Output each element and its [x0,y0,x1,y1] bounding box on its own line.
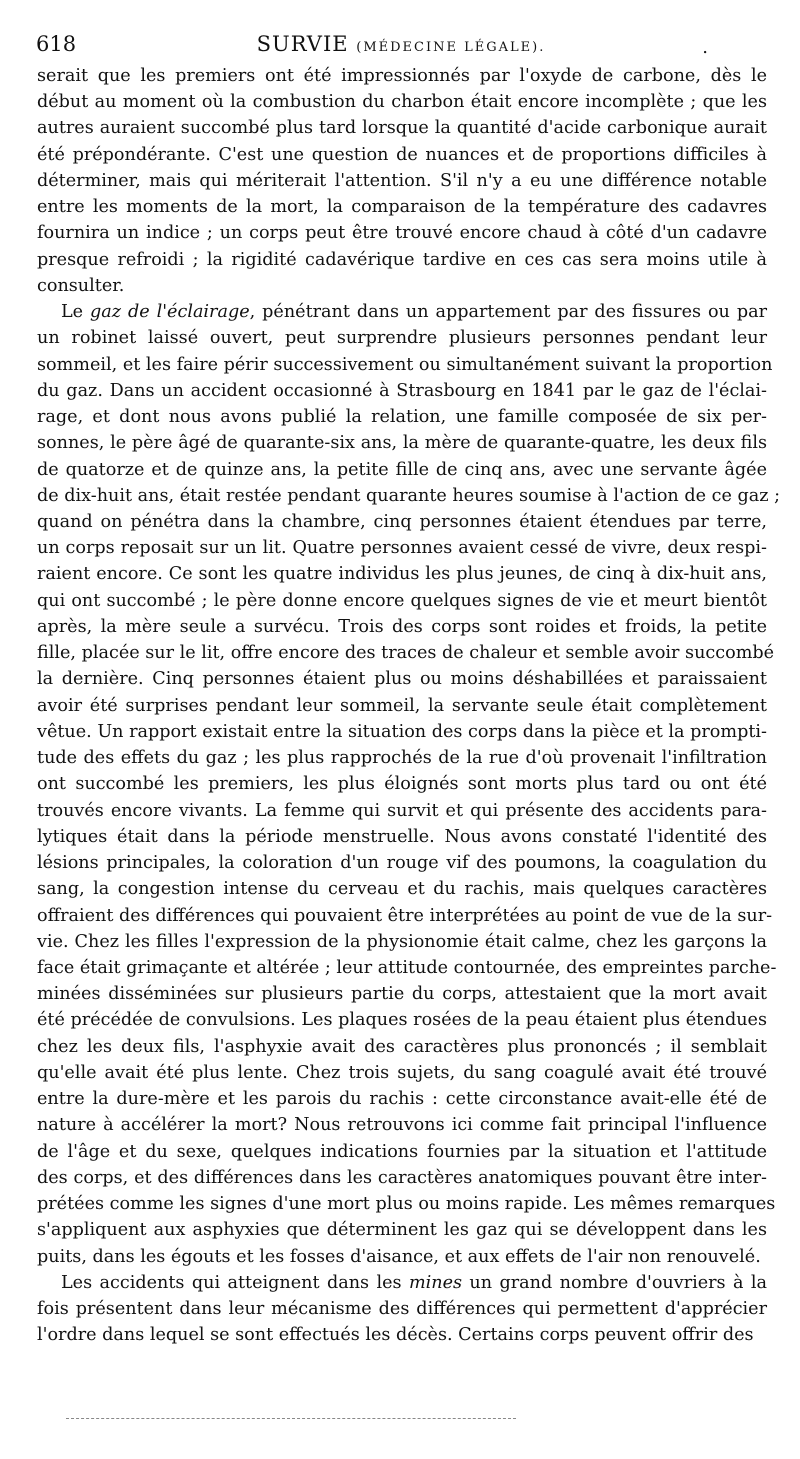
text-line: face était grimaçante et altérée ; leur attitude contournée, des empreintes parche- [37,957,777,978]
text-line: trouvés encore vivants. La femme qui survit et qui présente des accidents para- [37,800,767,821]
text-line: du gaz. Dans un accident occasionné à Strasbourg en 1841 par le gaz de l'éclai- [37,380,767,401]
text-line: offraient des différences qui pouvaient être interprétées au point de vue de la sur- [37,905,773,926]
text-line: tude des effets du gaz ; les plus rapprochés de la rue d'où provenait l'infiltration [37,748,767,769]
text-line: autres auraient succombé plus tard lorsque la quantité d'acide carbonique aurait [37,118,767,139]
text-line: de dix-huit ans, était restée pendant quarante heures soumise à l'action de ce gaz ; [37,485,781,506]
text-line: prétées comme les signes d'une mort plus ou moins rapide. Les mêmes remarques [37,1194,776,1215]
running-head-main: SURVIE [256,32,349,56]
text-line: vie. Chez les filles l'expression de la physionomie était calme, chez les garçons la [37,931,767,952]
text-line: fille, placée sur le lit, offre encore des traces de chaleur et semble avoir succombé [37,643,775,664]
text-line: qui ont succombé ; le père donne encore quelques signes de vie et meurt bientôt [37,590,767,611]
text-line: été prépondérante. C'est une question de nuances et de proportions difficiles à [37,144,767,165]
paragraph [37,299,781,1270]
text-line: entre les moments de la mort, la comparaison de la température des cadavres [37,197,767,218]
text-line: lytiques était dans la période menstruelle. Nous avons constaté l'identité des [37,826,767,847]
page-number: 618 [36,32,77,56]
text-line: lésions principales, la coloration d'un rouge vif des poumons, la coagulation du [37,853,767,874]
text-line: consulter. [37,275,125,296]
body-text [37,63,781,1348]
text-line: quand on pénétra dans la chambre, cinq personnes étaient étendues par terre, [37,511,767,532]
text-line: minées disséminées sur plusieurs partie du corps, attestaient que la mort avait [37,984,767,1005]
text-line: fois présentent dans leur mécanisme des différences qui permettent d'apprécier [37,1299,767,1320]
text-line: serait que les premiers ont été impressionnés par l'oxyde de carbone, dès le [37,66,767,86]
text-line: des corps, et des différences dans les caractères anatomiques pouvant être inter- [37,1167,767,1188]
text-line: raient encore. Ce sont les quatre individus les plus jeunes, de cinq à dix-huit ans, [37,564,767,585]
footer-rule [66,1418,516,1419]
running-head [36,28,766,64]
text-line: déterminer, mais qui mériterait l'attention. S'il n'y a eu une différence notable [37,170,767,191]
text-line: la dernière. Cinq personnes étaient plus ou moins déshabillées et paraissaient [37,669,767,690]
text-line: l'ordre dans lequel se sont effectués les décès. Certains corps peuvent offrir des [37,1325,754,1346]
text-line: Le gaz de l'éclairage, pénétrant dans un appartement par des fissures ou par [61,302,767,323]
text-line: sonnes, le père âgé de quarante-six ans, la mère de quarante-quatre, les deux fils [37,433,767,454]
text-line: un corps reposait sur un lit. Quatre personnes avaient cessé de vivre, deux respi- [37,538,767,559]
text-line: vêtue. Un rapport existait entre la situation des corps dans la pièce et la prompti- [37,721,767,742]
text-line: Les accidents qui atteignent dans les mines un grand nombre d'ouvriers à la [61,1272,767,1293]
text-line: sommeil, et les faire périr successivement ou simultanément suivant la proportion [37,354,773,375]
text-line: sang, la congestion intense du cerveau et du rachis, mais quelques caractères [37,879,767,900]
page-header [36,28,766,60]
text-line: presque refroidi ; la rigidité cadavérique tardive en ces cas sera moins utile à [37,249,767,270]
text-line: s'appliquent aux asphyxies que déterminent les gaz qui se développent dans les [37,1220,767,1241]
text-line: après, la mère seule a survécu. Trois des corps sont roides et froids, la petite [37,616,767,637]
text-line: puits, dans les égouts et les fosses d'aisance, et aux effets de l'air non renouvelé. [37,1246,761,1267]
header-mark: . [702,37,708,58]
text-line: chez les deux fils, l'asphyxie avait des caractères plus prononcés ; il semblait [37,1036,767,1057]
paragraph [37,1270,767,1349]
text-line: début au moment où la combustion du charbon était encore incomplète ; que les [37,92,767,113]
text-line: un robinet laissé ouvert, peut surprendre plusieurs personnes pendant leur [37,328,767,349]
text-line: été précédée de convulsions. Les plaques rosées de la peau étaient plus étendues [37,1010,767,1031]
text-line: entre la dure-mère et les parois du rachis : cette circonstance avait-elle été de [37,1089,767,1110]
text-line: ont succombé les premiers, les plus éloignés sont morts plus tard ou ont été [37,774,767,795]
text-line: fournira un indice ; un corps peut être trouvé encore chaud à côté d'un cadavre [37,223,767,244]
running-head-sub: (MÉDECINE LÉGALE). [356,40,546,55]
paragraph [37,63,767,299]
text-line: avoir été surprises pendant leur sommeil, la servante seule était complètement [37,695,767,716]
text-line: rage, et dont nous avons publié la relation, une famille composée de six per- [37,407,767,428]
text-line: de quatorze et de quinze ans, la petite fille de cinq ans, avec une servante âgée [37,459,767,480]
text-line: de l'âge et du sexe, quelques indications fournies par la situation et l'attitude [37,1141,767,1162]
text-line: qu'elle avait été plus lente. Chez trois sujets, du sang coagulé avait été trouvé [37,1062,767,1083]
text-line: nature à accélérer la mort? Nous retrouvons ici comme fait principal l'influence [37,1115,767,1136]
